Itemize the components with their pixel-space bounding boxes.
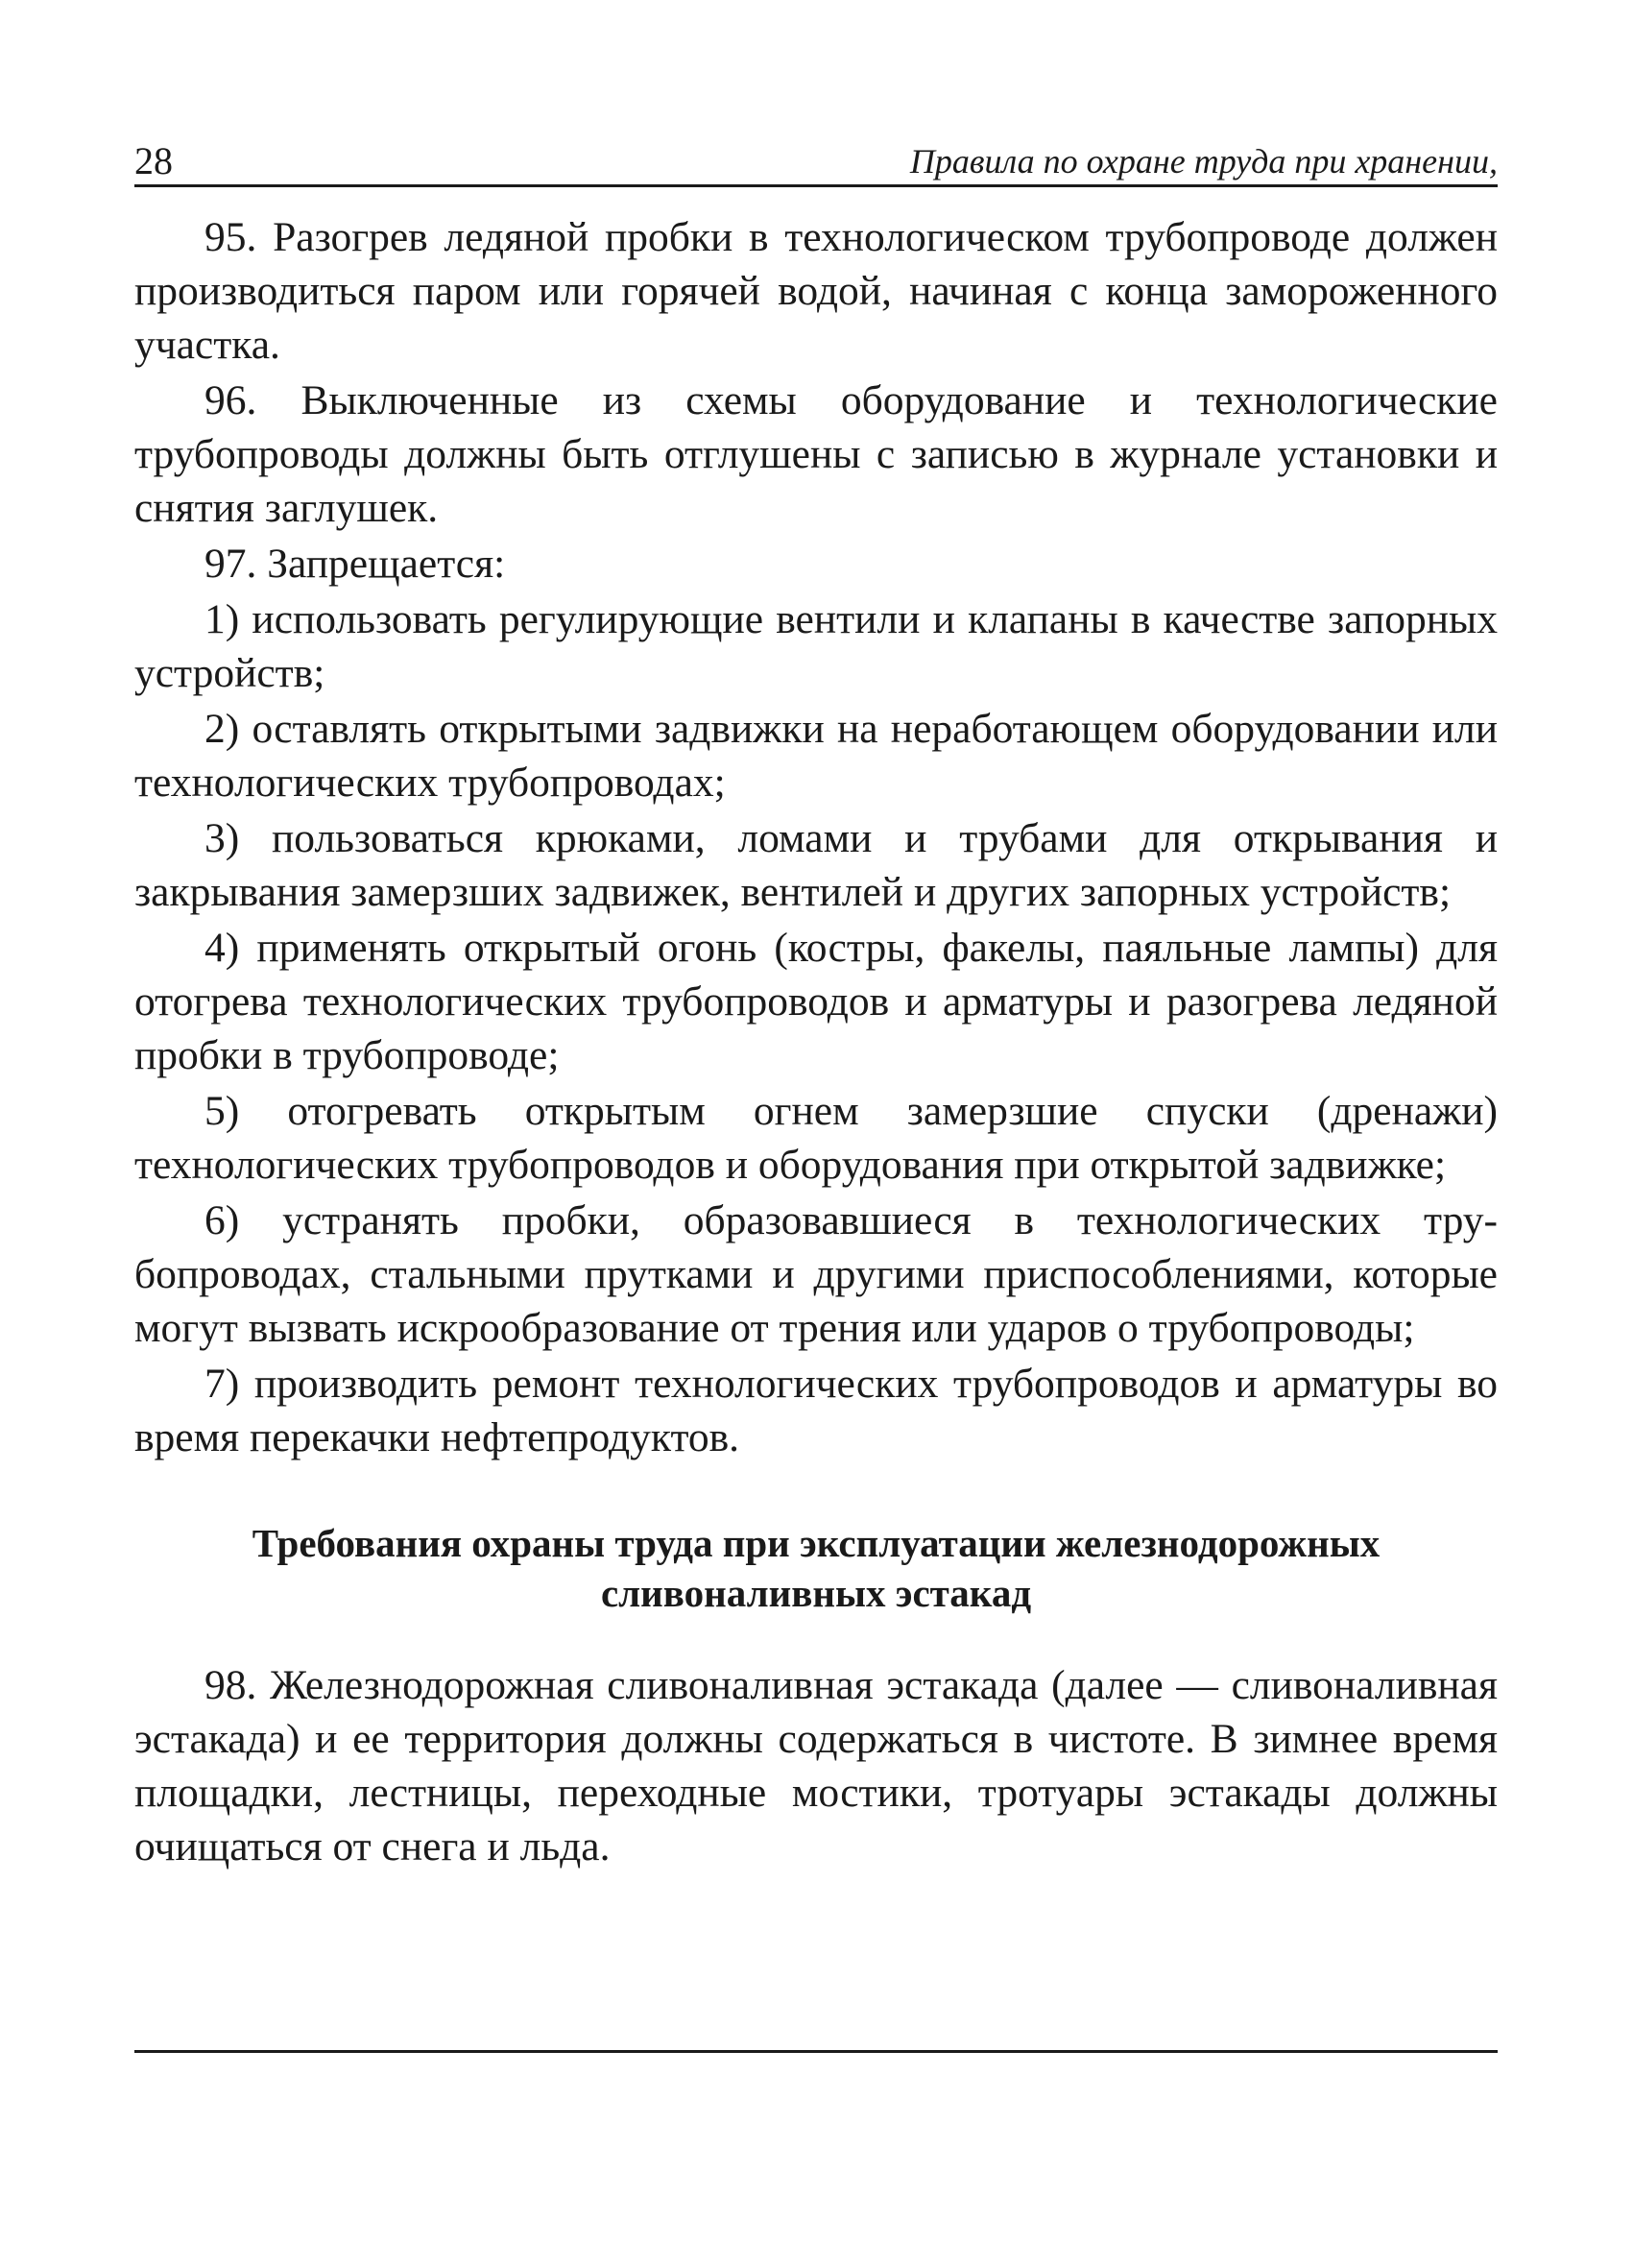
document-page	[134, 125, 1498, 1873]
paragraph-96: 96. Выключенные из схемы оборудование и технологические трубопроводы должны быть отглушены с записью в журнале установки и снятия заглушек.	[134, 377, 1498, 531]
paragraph-98: 98. Железнодорожная сливоналивная эстакада (далее — сливоналивная эстакада) и ее территория должны содержаться в чистоте. В зимнее время площадки, лестницы, переходные мостики, тротуары эстакады должны очищаться от снега и льда.	[134, 1662, 1498, 1870]
list-item-7: 7) производить ремонт технологических трубопроводов и арматуры во время перекачки нефтепродуктов.	[134, 1361, 1498, 1460]
page-body	[134, 210, 1498, 1873]
paragraph-97: 97. Запрещается:	[204, 541, 506, 587]
list-item-2: 2) оставлять открытыми задвижки на неработающем оборудовании или технологических трубопроводах;	[134, 706, 1498, 806]
section-heading	[134, 1518, 1498, 1618]
list-item-6: 6) устранять пробки, образовавшиеся в технологических трубопроводах, стальными прутками и другими приспособлениями, которые могут вызвать искрообразование от трения или ударов о трубопроводы;	[134, 1197, 1498, 1351]
paragraph-95: 95. Разогрев ледяной пробки в технологическом трубопроводе должен производиться паром или горячей водой, начиная с конца замороженного участка.	[134, 214, 1498, 368]
section-heading-line-1: Требования охраны труда при эксплуатации железнодорожных	[252, 1521, 1381, 1565]
page-number: 28	[134, 139, 173, 182]
list-item-3: 3) пользоваться крюками, ломами и трубами для открывания и закрывания замерзших задвижек, вентилей и других запорных устройств;	[134, 815, 1498, 915]
section-heading-line-2: сливоналивных эстакад	[600, 1571, 1032, 1615]
footer-rule	[134, 2050, 1498, 2053]
list-item-5: 5) отогревать открытым огнем замерзшие спуски (дренажи) технологических трубопроводов и оборудования при открытой задвижке;	[134, 1088, 1498, 1188]
running-title: Правила по охране труда при хранении,	[909, 142, 1498, 181]
list-item-4: 4) применять открытый огонь (костры, факелы, паяльные лампы) для отогрева технологических трубопроводов и арматуры и разогрева ледяной пробки в трубопроводе;	[134, 925, 1498, 1078]
list-item-1: 1) использовать регулирующие вентили и клапаны в качестве запорных устройств;	[134, 596, 1498, 696]
page-header	[134, 125, 1498, 187]
